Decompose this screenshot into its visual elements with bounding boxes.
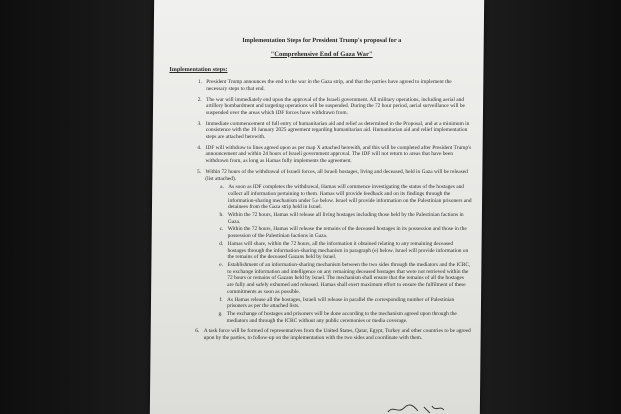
sub-step-text: The exchange of hostages and prisoners will be done according to the mechanism agreed upon through the mediators and through the ICRC without any public ceremonies or media coverage.	[226, 310, 457, 324]
step-item	[203, 79, 473, 92]
document-subtitle: "Comprehensive End of Gaza War"	[270, 50, 373, 58]
step-item	[201, 169, 473, 324]
sub-step-text: As soon as IDF completes the withdrawal, Hamas will commence investigating the status of the hostages and collect all information pertaining to them. Hamas will provide feedback and on its findings through the information-sharing mechanism under 5.e below. Israel will provide information on the Palestinian prisoners and detainees from the Gaza strip held in Israel.	[227, 184, 472, 211]
sub-step-item	[225, 226, 472, 239]
dark-background-left	[0, 0, 150, 414]
step-item	[203, 121, 473, 141]
sub-step-item	[224, 241, 471, 261]
step-item	[201, 328, 471, 341]
document-title: Implementation Steps for President Trump's proposal for a	[242, 37, 402, 44]
sub-step-item	[224, 262, 471, 296]
sub-step-text: Within the 72 hours, Hamas will release the remains of the deceased hostages in its possession and those in the possession of the Palestinian factions in Gaza.	[227, 226, 467, 240]
sub-step-item	[225, 212, 472, 225]
implementation-steps-list	[167, 79, 474, 342]
document-body	[167, 38, 474, 346]
sub-step-text: As Hamas release all the hostages, Israeli will release in parallel the corresponding number of Palestinian prisoners as per the attached lists.	[226, 296, 455, 310]
step-text: Immediate commencement of full entry of humanitarian aid and relief as determined in the Proposal, and at a minimum in consistence with the 19 January 2025 agreement regarding humanitarian aid. Humanitarian aid and relief implementation steps are attached herewith.	[205, 120, 470, 141]
step-text: President Trump announces the end to the war in the Gaza strip, and that the parties have agreed to implement the necessary steps to that end.	[206, 79, 452, 92]
paper-sheet	[150, 0, 484, 414]
sub-step-item	[224, 311, 471, 324]
step-text: A task force will be formed of representatives from the United States, Qatar, Egypt, Turkey and other countries to be agreed upon by the parties, to follow-up on the implementation with the two sides and coordinate with them.	[203, 328, 471, 342]
step-text: Within 72 hours of the withdrawal of Israeli forces, all Israeli hostages, living and deceased, held in Gaza will be released (list attached).	[205, 168, 468, 182]
sub-step-item	[224, 297, 471, 310]
sub-step-text: Within the 72 hours, Hamas will release all living hostages including those held by the Palestinian factions in Gaza.	[227, 212, 464, 225]
section-heading: Implementation steps:	[169, 67, 228, 74]
dark-background-right	[481, 0, 621, 414]
sub-step-text: Establishment of an information-sharing mechanism between the two sides through the mediators and the ICRC, to exchange information and intelligence on any remaining deceased hostages that were not retrieved within the 72 hours or remains of Gazans held by Israel. The mechanism shall ensure that the remains of all the hostages are fully and safely exhumed and released. Hamas shall exert maximum effort to ensure the fulfilment of these commitments as soon as possible.	[227, 261, 471, 295]
sub-step-item	[225, 184, 472, 211]
step-item	[202, 145, 472, 165]
step-text: The war will immediately end upon the approval of the Israeli government. All military operations, including aerial and artillery bombardment and targeting operations will be suspended. During the 72 hour period, aerial surveillance will be suspended over the areas which IDF forces have withdrawn from.	[205, 96, 465, 116]
sub-steps-list	[204, 184, 472, 324]
sub-step-text: Hamas will share, within the 72 hours, all the information it obtained relating to any remaining deceased hostages through the information-sharing mechanism in paragraph (e) below. Israel will provide information on the remains of the deceased Gazans held by Israel.	[227, 240, 469, 261]
step-item	[203, 97, 473, 117]
handwritten-mark-icon	[386, 403, 446, 414]
step-text: IDF will withdraw to lines agreed upon as per map X attached herewith, and this will be completed after President Trump's announcement and within 24 hours of Israeli government approval. The IDF will not return to areas that have been withdrawn from, as long as Hamas fully implements the agreement.	[205, 144, 472, 165]
